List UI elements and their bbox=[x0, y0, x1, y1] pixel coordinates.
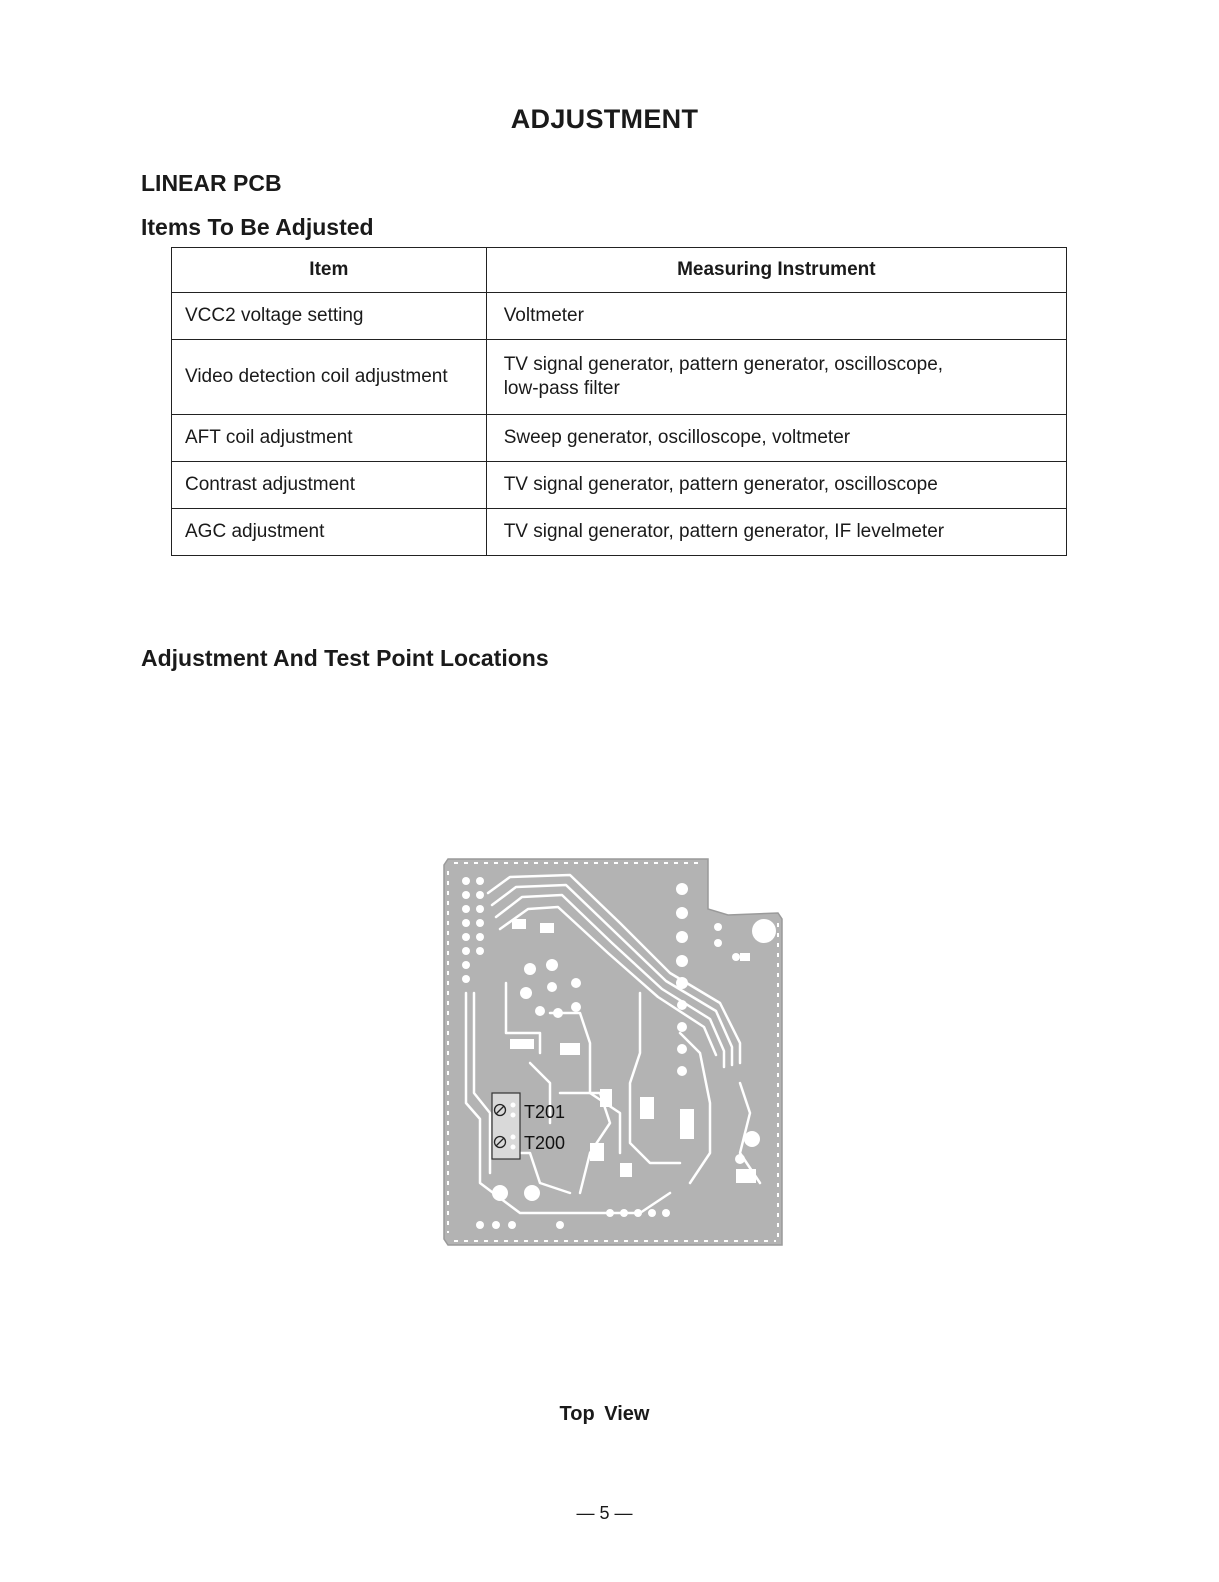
transformer-block bbox=[492, 1093, 520, 1159]
items-heading: Items To Be Adjusted bbox=[141, 214, 374, 240]
table-header-row bbox=[172, 248, 1067, 293]
item-cell: Contrast adjustment bbox=[172, 462, 487, 509]
instrument-cell: Sweep generator, oscilloscope, voltmeter bbox=[486, 415, 1066, 462]
column-header-item: Item bbox=[172, 248, 487, 293]
table-row bbox=[172, 462, 1067, 509]
pcb-diagram bbox=[440, 853, 785, 1251]
page-number: — 5 — bbox=[576, 1503, 633, 1523]
item-cell: AFT coil adjustment bbox=[172, 415, 487, 462]
item-cell: AGC adjustment bbox=[172, 509, 487, 556]
column-header-instrument: Measuring Instrument bbox=[486, 248, 1066, 293]
locations-heading: Adjustment And Test Point Locations bbox=[141, 645, 549, 671]
item-cell: Video detection coil adjustment bbox=[172, 340, 487, 415]
adjustment-table bbox=[171, 247, 1067, 556]
section-title: LINEAR PCB bbox=[141, 170, 282, 196]
page-title: ADJUSTMENT bbox=[510, 104, 699, 134]
instrument-cell bbox=[486, 340, 1066, 415]
item-cell: VCC2 voltage setting bbox=[172, 293, 487, 340]
table-row bbox=[172, 509, 1067, 556]
instrument-line-1: TV signal generator, pattern generator, oscilloscope, bbox=[503, 354, 944, 375]
figure-caption: Top View bbox=[559, 1403, 650, 1425]
instrument-cell: TV signal generator, pattern generator, oscilloscope bbox=[486, 462, 1066, 509]
table-row bbox=[172, 415, 1067, 462]
label-t201: T201 bbox=[524, 1102, 566, 1122]
instrument-line-2: low-pass filter bbox=[503, 378, 620, 399]
label-t200: T200 bbox=[524, 1133, 566, 1153]
table-row bbox=[172, 293, 1067, 340]
table-row bbox=[172, 340, 1067, 415]
instrument-cell: Voltmeter bbox=[486, 293, 1066, 340]
instrument-cell: TV signal generator, pattern generator, IF levelmeter bbox=[486, 509, 1066, 556]
